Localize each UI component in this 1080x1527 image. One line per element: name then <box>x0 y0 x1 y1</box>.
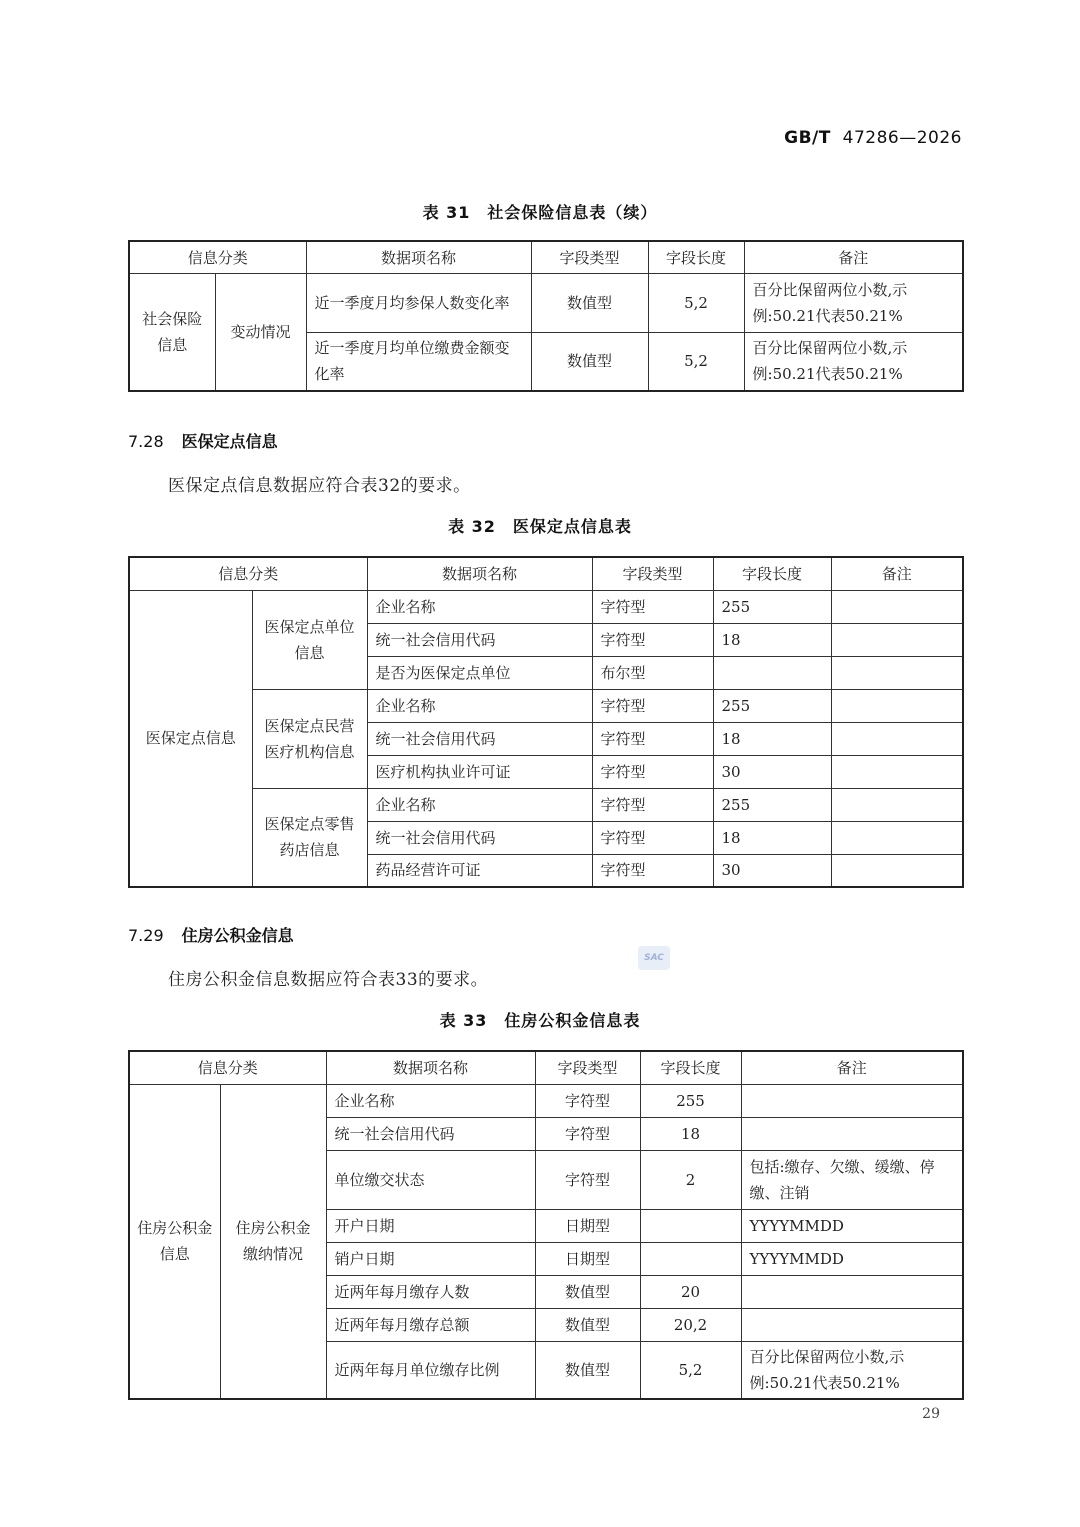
field-type: 日期型 <box>535 1209 640 1242</box>
item-name: 销户日期 <box>326 1242 535 1275</box>
field-type: 字符型 <box>592 788 713 821</box>
item-name: 近两年每月缴存总额 <box>326 1308 535 1341</box>
field-type: 字符型 <box>535 1084 640 1117</box>
field-type: 布尔型 <box>592 656 713 689</box>
category-level1: 社会保险信息 <box>129 274 215 391</box>
header-field-length: 字段长度 <box>713 557 831 590</box>
remark: 百分比保留两位小数,示例:50.21代表50.21% <box>744 274 963 333</box>
item-name: 企业名称 <box>367 788 592 821</box>
item-name: 医疗机构执业许可证 <box>367 755 592 788</box>
item-name: 近两年每月单位缴存比例 <box>326 1341 535 1399</box>
section-7-29-heading: 7.29 住房公积金信息 <box>128 926 294 945</box>
field-type: 字符型 <box>535 1117 640 1150</box>
table-32-caption: 表 32 医保定点信息表 <box>448 517 632 536</box>
field-type: 日期型 <box>535 1242 640 1275</box>
table-33-caption: 表 33 住房公积金信息表 <box>439 1011 641 1030</box>
field-length: 255 <box>713 788 831 821</box>
remark <box>831 821 963 854</box>
category-level1: 住房公积金信息 <box>129 1084 220 1399</box>
field-length: 5,2 <box>648 274 744 333</box>
field-length: 30 <box>713 854 831 887</box>
field-type: 数值型 <box>531 333 648 391</box>
field-length: 5,2 <box>648 333 744 391</box>
category-level2: 住房公积金缴纳情况 <box>220 1084 326 1399</box>
field-length: 18 <box>713 623 831 656</box>
header-field-length: 字段长度 <box>648 241 744 274</box>
item-name: 统一社会信用代码 <box>326 1117 535 1150</box>
table-31 <box>128 240 964 392</box>
field-length: 18 <box>640 1117 741 1150</box>
item-name: 近一季度月均参保人数变化率 <box>306 274 531 333</box>
field-length: 255 <box>713 689 831 722</box>
section-7-28-heading: 7.28 医保定点信息 <box>128 432 278 451</box>
item-name: 单位缴交状态 <box>326 1150 535 1209</box>
field-length <box>640 1242 741 1275</box>
header-field-length: 字段长度 <box>640 1051 741 1084</box>
remark <box>741 1084 963 1117</box>
category-level2: 医保定点零售药店信息 <box>252 788 367 887</box>
page-number: 29 <box>922 1406 940 1422</box>
category-level1: 医保定点信息 <box>129 590 252 887</box>
field-type: 字符型 <box>592 590 713 623</box>
field-type: 字符型 <box>535 1150 640 1209</box>
header-category: 信息分类 <box>129 557 367 590</box>
remark: YYYYMMDD <box>741 1209 963 1242</box>
item-name: 企业名称 <box>326 1084 535 1117</box>
header-category: 信息分类 <box>129 1051 326 1084</box>
remark <box>831 854 963 887</box>
field-length <box>713 656 831 689</box>
remark <box>831 656 963 689</box>
section-7-29-text: 住房公积金信息数据应符合表33的要求。 <box>168 970 489 990</box>
remark <box>831 755 963 788</box>
remark <box>741 1308 963 1341</box>
item-name: 药品经营许可证 <box>367 854 592 887</box>
field-length: 2 <box>640 1150 741 1209</box>
header-item-name: 数据项名称 <box>306 241 531 274</box>
field-length: 5,2 <box>640 1341 741 1399</box>
field-length: 18 <box>713 722 831 755</box>
field-length: 20,2 <box>640 1308 741 1341</box>
header-remark: 备注 <box>831 557 963 590</box>
remark <box>831 623 963 656</box>
header-remark: 备注 <box>744 241 963 274</box>
standard-code: GB/T 47286—2026 <box>784 128 962 148</box>
field-type: 字符型 <box>592 854 713 887</box>
field-length <box>640 1209 741 1242</box>
remark <box>831 722 963 755</box>
sac-watermark-logo: SAC <box>638 946 670 970</box>
category-level2: 医保定点单位信息 <box>252 590 367 689</box>
remark <box>831 689 963 722</box>
table-31-caption: 表 31 社会保险信息表（续） <box>422 203 658 222</box>
remark <box>831 590 963 623</box>
field-length: 255 <box>640 1084 741 1117</box>
item-name: 开户日期 <box>326 1209 535 1242</box>
header-item-name: 数据项名称 <box>326 1051 535 1084</box>
item-name: 统一社会信用代码 <box>367 722 592 755</box>
item-name: 企业名称 <box>367 689 592 722</box>
remark <box>741 1275 963 1308</box>
header-item-name: 数据项名称 <box>367 557 592 590</box>
remark: 百分比保留两位小数,示例:50.21代表50.21% <box>744 333 963 391</box>
field-type: 数值型 <box>531 274 648 333</box>
header-field-type: 字段类型 <box>592 557 713 590</box>
field-length: 18 <box>713 821 831 854</box>
header-field-type: 字段类型 <box>535 1051 640 1084</box>
item-name: 统一社会信用代码 <box>367 623 592 656</box>
item-name: 企业名称 <box>367 590 592 623</box>
field-length: 20 <box>640 1275 741 1308</box>
table-32 <box>128 556 964 888</box>
remark: 百分比保留两位小数,示例:50.21代表50.21% <box>741 1341 963 1399</box>
field-type: 数值型 <box>535 1341 640 1399</box>
category-level2: 变动情况 <box>215 274 306 391</box>
field-type: 数值型 <box>535 1275 640 1308</box>
item-name: 统一社会信用代码 <box>367 821 592 854</box>
table-33 <box>128 1050 964 1400</box>
remark: 包括:缴存、欠缴、缓缴、停缴、注销 <box>741 1150 963 1209</box>
field-length: 255 <box>713 590 831 623</box>
field-type: 数值型 <box>535 1308 640 1341</box>
field-length: 30 <box>713 755 831 788</box>
remark: YYYYMMDD <box>741 1242 963 1275</box>
field-type: 字符型 <box>592 722 713 755</box>
section-7-28-text: 医保定点信息数据应符合表32的要求。 <box>168 476 471 496</box>
field-type: 字符型 <box>592 623 713 656</box>
header-category: 信息分类 <box>129 241 306 274</box>
remark <box>831 788 963 821</box>
item-name: 近两年每月缴存人数 <box>326 1275 535 1308</box>
remark <box>741 1117 963 1150</box>
field-type: 字符型 <box>592 755 713 788</box>
field-type: 字符型 <box>592 689 713 722</box>
category-level2: 医保定点民营医疗机构信息 <box>252 689 367 788</box>
header-field-type: 字段类型 <box>531 241 648 274</box>
item-name: 是否为医保定点单位 <box>367 656 592 689</box>
item-name: 近一季度月均单位缴费金额变化率 <box>306 333 531 391</box>
field-type: 字符型 <box>592 821 713 854</box>
header-remark: 备注 <box>741 1051 963 1084</box>
